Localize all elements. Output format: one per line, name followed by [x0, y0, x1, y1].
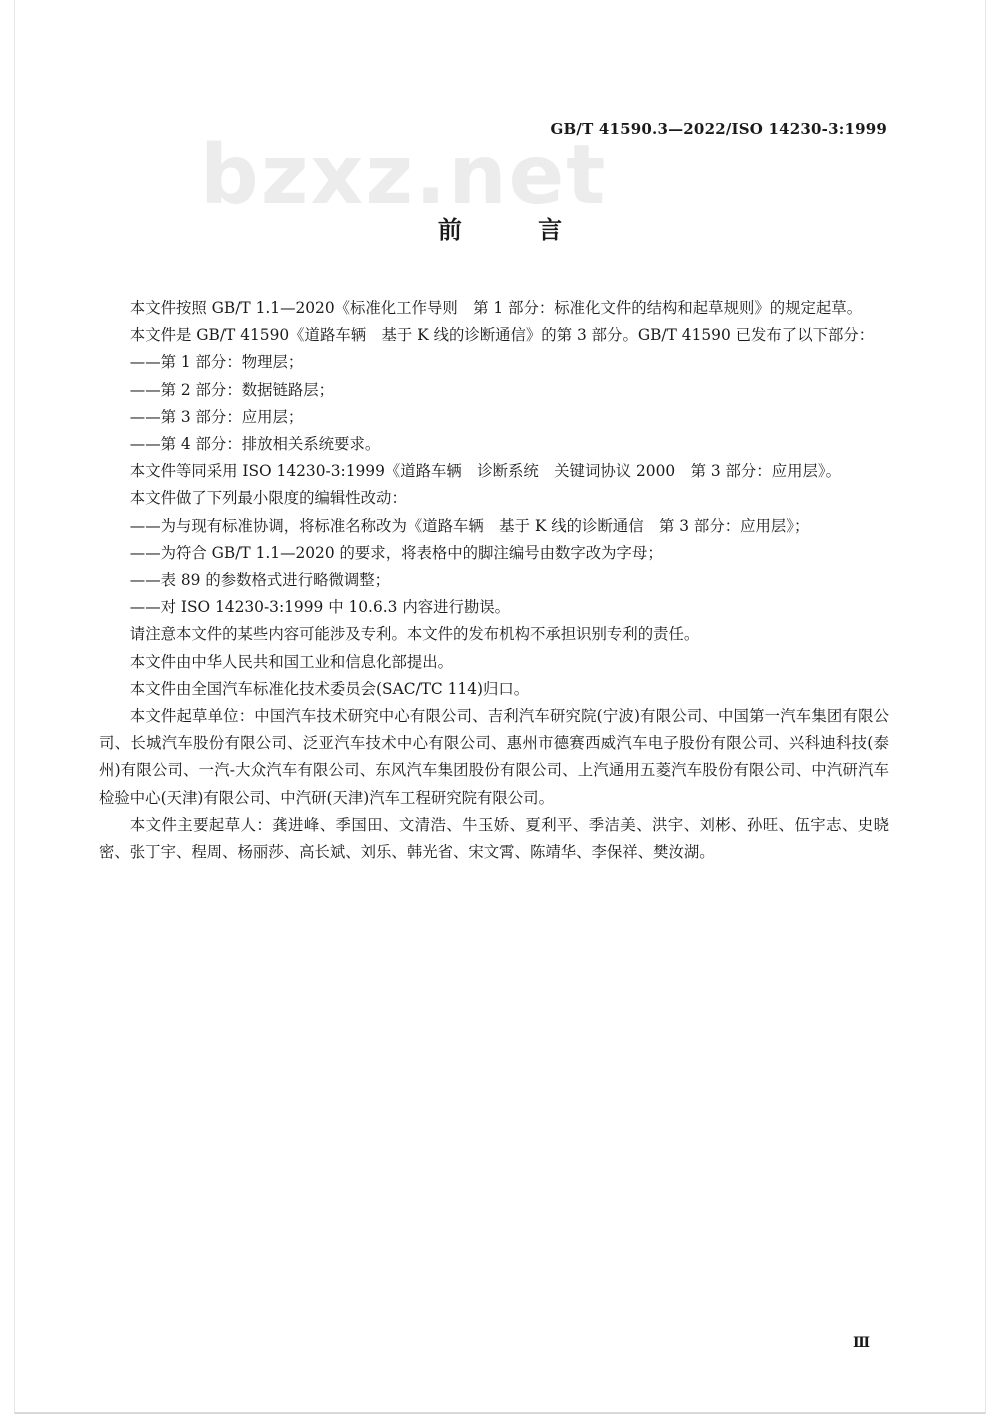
- paragraph-proposer: 本文件由中华人民共和国工业和信息化部提出。: [129, 652, 454, 671]
- standard-code: GB/T 41590.3—2022/ISO 14230-3:1999: [550, 120, 887, 138]
- paragraph-drafting-units: 本文件起草单位：中国汽车技术研究中心有限公司、吉利汽车研究院(宁波)有限公司、中国第一汽车集团有限公司、长城汽车股份有限公司、泛亚汽车技术中心有限公司、惠州市德赛西威汽车电子股份有限公司、兴科迪科技(泰州)有限公司、一汽-大众汽车有限公司、东风汽车集团股份有限公司、上汽通用五菱汽车股份有限公司、中汽研汽车检验中心(天津)有限公司、中汽研(天津)汽车工程研究院有限公司。: [99, 707, 889, 807]
- paragraph-drafters: 本文件主要起草人：龚进峰、季国田、文清浩、牛玉娇、夏利平、季洁美、洪宇、刘彬、孙旺、伍宇志、史晓密、张丁宇、程周、杨丽莎、高长斌、刘乐、韩光省、宋文霄、陈靖华、李保祥、樊汝湖。: [99, 815, 889, 862]
- paragraph-patent-notice: 请注意本文件的某些内容可能涉及专利。本文件的发布机构不承担识别专利的责任。: [129, 625, 700, 644]
- paragraph-series-intro: 本文件是 GB/T 41590《道路车辆 基于 K 线的诊断通信》的第 3 部分。GB/T 41590 已发布了以下部分：: [129, 326, 875, 345]
- paragraph-drafting-rules: 本文件按照 GB/T 1.1—2020《标准化工作导则 第 1 部分：标准化文件的结构和起草规则》的规定起草。: [129, 299, 863, 317]
- list-item-part-4: ——第 4 部分：排放相关系统要求。: [129, 435, 381, 454]
- list-item-part-1: ——第 1 部分：物理层；: [129, 353, 304, 372]
- page-number: Ⅲ: [852, 1335, 870, 1351]
- list-item-part-3: ——第 3 部分：应用层；: [129, 407, 304, 426]
- paragraph-iso-adoption: 本文件等同采用 ISO 14230-3:1999《道路车辆 诊断系统 关键词协议 2000 第 3 部分：应用层》。: [129, 462, 841, 481]
- list-item-part-2: ——第 2 部分：数据链路层；: [129, 380, 335, 399]
- paragraph-changes-intro: 本文件做了下列最小限度的编辑性改动：: [129, 489, 407, 508]
- document-body: [99, 295, 889, 866]
- page-title: 前 言: [437, 215, 597, 244]
- list-item-change-4: ——对 ISO 14230-3:1999 中 10.6.3 内容进行勘误。: [129, 598, 511, 617]
- paragraph-committee: 本文件由全国汽车标准化技术委员会(SAC/TC 114)归口。: [129, 679, 530, 698]
- list-item-change-2: ——为符合 GB/T 1.1—2020 的要求，将表格中的脚注编号由数字改为字母；: [129, 543, 663, 562]
- list-item-change-3: ——表 89 的参数格式进行略微调整；: [129, 571, 391, 590]
- watermark: bzxz.net: [200, 128, 608, 223]
- list-item-change-1: ——为与现有标准协调，将标准名称改为《道路车辆 基于 K 线的诊断通信 第 3 部分：应用层》；: [129, 516, 810, 535]
